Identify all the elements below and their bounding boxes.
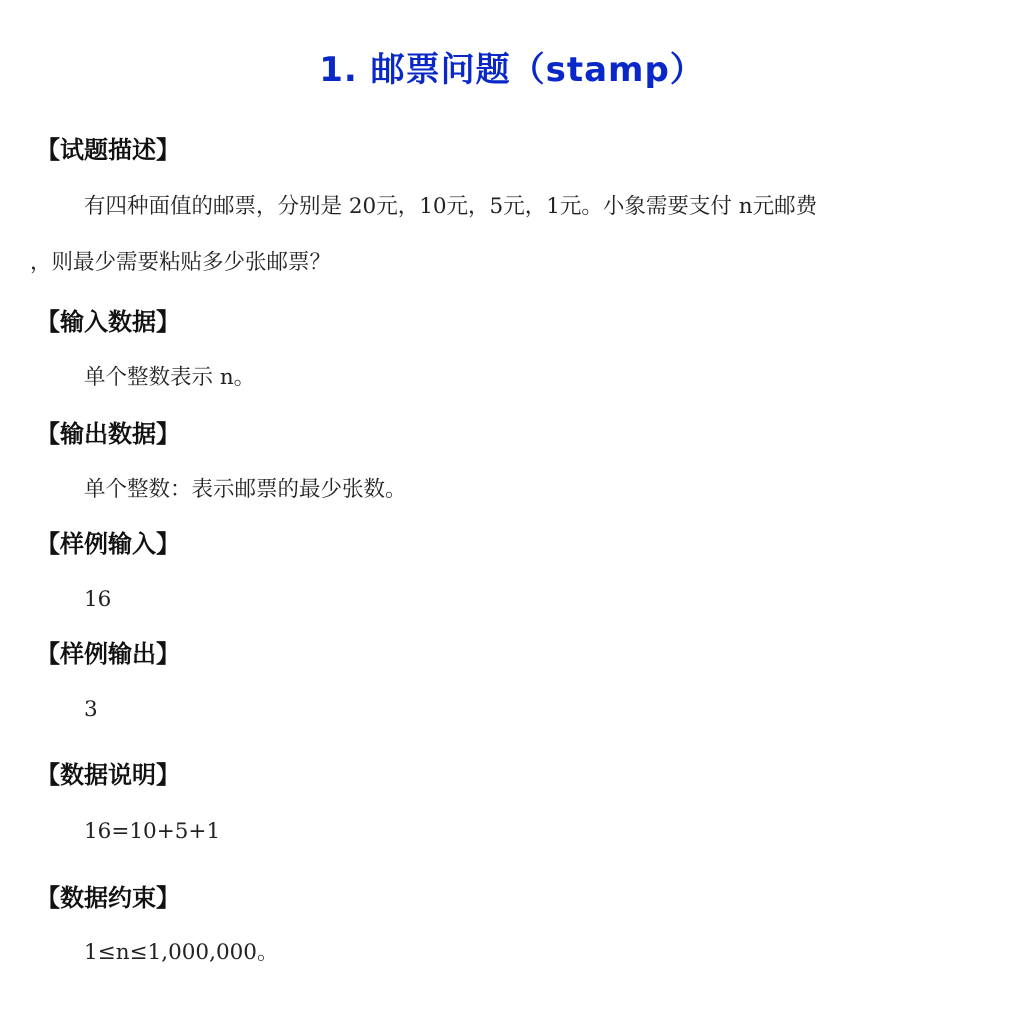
sample-input-value: 16 (84, 587, 112, 612)
input-heading: 【输入数据】 (36, 308, 180, 336)
sample-output-heading: 【样例输出】 (36, 640, 180, 668)
constraints-text: 1≤n≤1,000,000。 (84, 940, 279, 965)
output-heading: 【输出数据】 (36, 420, 180, 448)
output-text: 单个整数：表示邮票的最少张数。 (84, 477, 407, 502)
explanation-heading: 【数据说明】 (36, 761, 180, 789)
description-line-2: ，则最少需要粘贴多少张邮票？ (30, 250, 332, 275)
sample-output-value: 3 (84, 697, 98, 722)
sample-input-heading: 【样例输入】 (36, 530, 180, 558)
constraints-heading: 【数据约束】 (36, 884, 180, 912)
input-text: 单个整数表示 n。 (84, 365, 256, 390)
description-line-1: 有四种面值的邮票，分别是 20元，10元，5元，1元。小象需要支付 n元邮费 (84, 194, 818, 219)
document-title: 1. 邮票问题（stamp） (319, 50, 705, 90)
description-heading: 【试题描述】 (36, 136, 180, 164)
explanation-text: 16=10+5+1 (84, 819, 221, 844)
